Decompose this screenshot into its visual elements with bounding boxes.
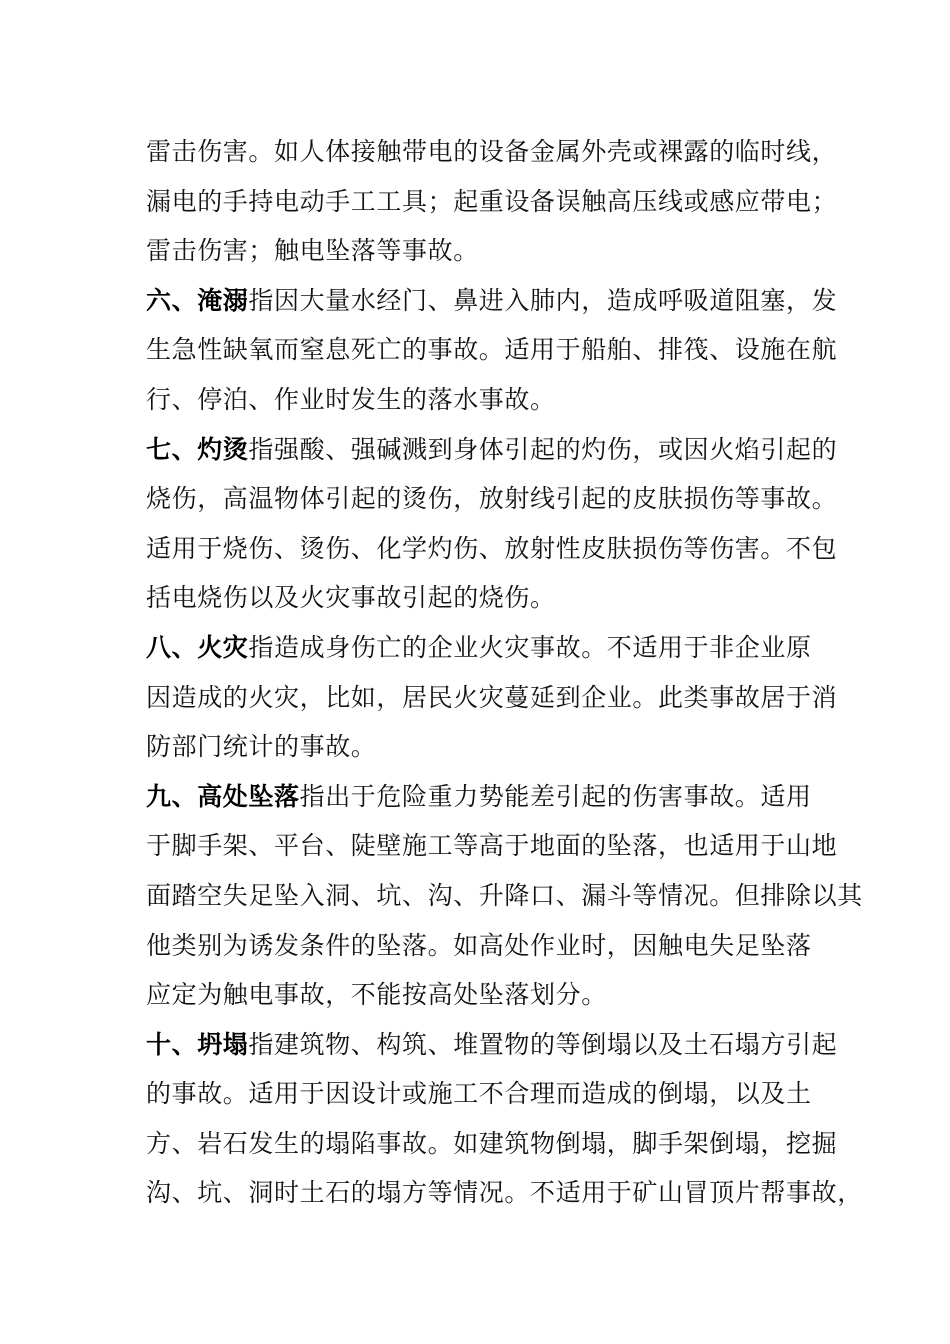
text-line: 漏电的手持电动手工工具；起重设备误触高压线或感应带电；	[146, 186, 838, 216]
section-heading-collapse: 十、坍塌	[146, 1029, 249, 1059]
text-run: 指出于危险重力势能差引起的伤害事故。适用	[299, 781, 812, 811]
paragraph-burns	[146, 425, 838, 623]
paragraph-fire	[146, 623, 838, 772]
text-line	[146, 1020, 838, 1070]
paragraph-fall-from-height	[146, 772, 863, 1020]
text-line: 生急性缺氧而窒息死亡的事故。适用于船舶、排筏、设施在航	[146, 335, 838, 365]
text-line	[146, 772, 810, 822]
paragraph-electric-shock-continued	[146, 127, 838, 276]
paragraph-collapse	[146, 1020, 863, 1218]
text-line	[146, 425, 838, 475]
text-run: 指强酸、强碱溅到身体引起的灼伤，或因火焰引起的	[248, 434, 838, 464]
text-run: 指造成身伤亡的企业火灾事故。不适用于非企业原	[248, 632, 812, 662]
section-heading-fire: 八、火灾	[146, 632, 249, 662]
text-line: 防部门统计的事故。	[146, 732, 377, 762]
text-line: 烧伤，高温物体引起的烫伤，放射线引起的皮肤损伤等事故。	[146, 484, 838, 514]
text-line: 因造成的火灾，比如，居民火灾蔓延到企业。此类事故居于消	[146, 682, 838, 712]
text-line: 于脚手架、平台、陡壁施工等高于地面的坠落，也适用于山地	[146, 831, 838, 861]
text-line: 方、岩石发生的塌陷事故。如建筑物倒塌，脚手架倒塌，挖掘	[146, 1128, 838, 1158]
text-line	[146, 276, 838, 326]
text-line: 雷击伤害。如人体接触带电的设备金属外壳或裸露的临时线，	[146, 137, 838, 166]
text-line: 适用于烧伤、烫伤、化学灼伤、放射性皮肤损伤等伤害。不包	[146, 533, 838, 563]
section-heading-drowning: 六、淹溺	[146, 285, 249, 315]
document-body	[146, 127, 863, 1218]
text-line: 括电烧伤以及火灾事故引起的烧伤。	[146, 583, 556, 613]
text-line: 行、停泊、作业时发生的落水事故。	[146, 384, 556, 414]
text-run: 指因大量水经门、鼻进入肺内，造成呼吸道阻塞，发	[248, 285, 838, 315]
text-line: 他类别为诱发条件的坠落。如高处作业时，因触电失足坠落	[146, 930, 812, 960]
section-heading-burns: 七、灼烫	[146, 434, 249, 464]
text-line	[146, 623, 810, 673]
text-line: 的事故。适用于因设计或施工不合理而造成的倒塌，以及土	[146, 1079, 812, 1109]
text-line: 雷击伤害；触电坠落等事故。	[146, 236, 479, 266]
text-run: 指建筑物、构筑、堆置物的等倒塌以及土石塌方引起	[248, 1029, 838, 1059]
section-heading-fall-from-height: 九、高处坠落	[146, 781, 300, 811]
text-line: 沟、坑、洞时土石的塌方等情况。不适用于矿山冒顶片帮事故，	[146, 1178, 863, 1208]
text-line: 应定为触电事故，不能按高处坠落划分。	[146, 980, 607, 1010]
text-line: 面踏空失足坠入洞、坑、沟、升降口、漏斗等情况。但排除以其	[146, 880, 863, 910]
paragraph-drowning	[146, 276, 838, 425]
